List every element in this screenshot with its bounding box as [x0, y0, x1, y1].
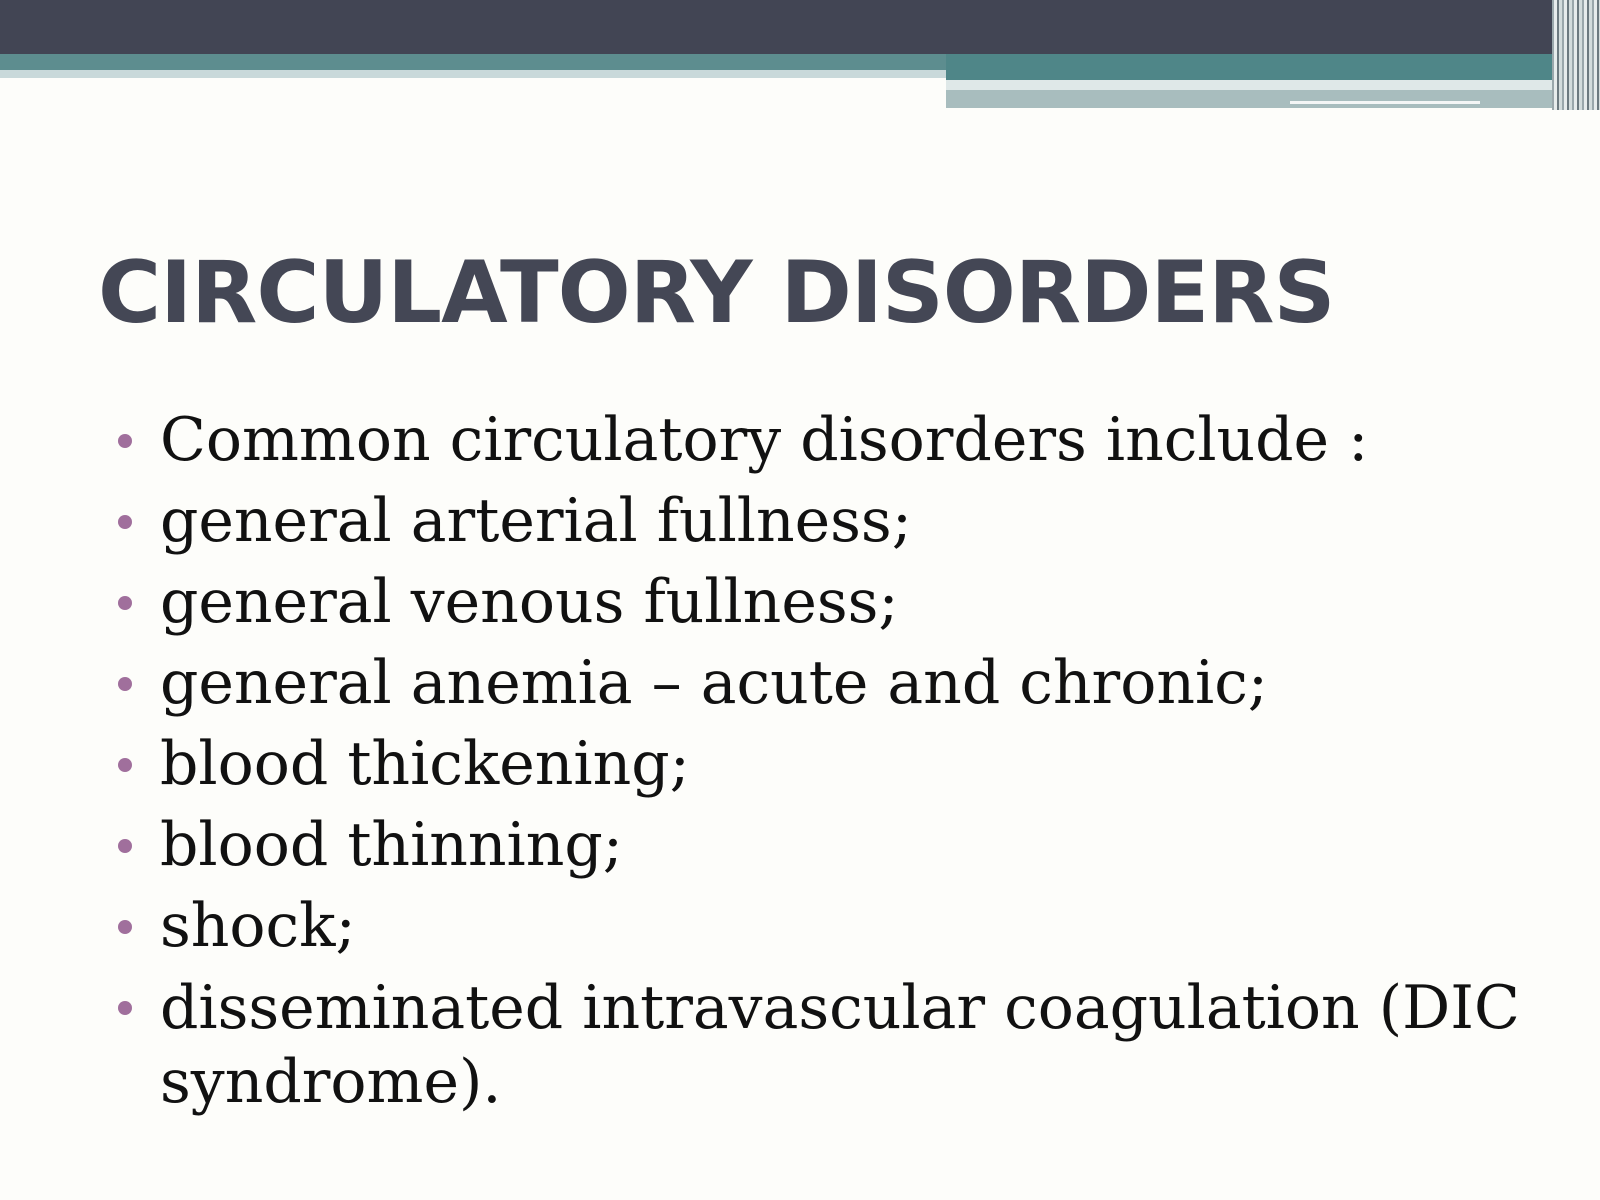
- bullet-dot-icon: [118, 677, 132, 691]
- header-band: [0, 0, 1600, 54]
- bullet-text: blood thickening;: [160, 729, 690, 799]
- bullet-dot-icon: [118, 515, 132, 529]
- bullet-item: [112, 724, 1552, 805]
- bullet-text: general venous fullness;: [160, 567, 899, 637]
- header-light-stripe: [946, 80, 1560, 90]
- bullet-item: [112, 481, 1552, 562]
- header-grey-stripe: [946, 90, 1560, 108]
- bullet-item: [112, 886, 1552, 967]
- bullet-dot-icon: [118, 434, 132, 448]
- bullet-dot-icon: [118, 596, 132, 610]
- bullet-item: [112, 805, 1552, 886]
- bullet-item: [112, 643, 1552, 724]
- bullet-text: disseminated intravascular coagulation (DIC syndrome).: [160, 973, 1520, 1117]
- bullet-text: general arterial fullness;: [160, 486, 912, 556]
- bullet-dot-icon: [118, 839, 132, 853]
- bullet-item: [112, 967, 1552, 1119]
- bullet-text: blood thinning;: [160, 810, 624, 880]
- bullet-item: [112, 400, 1552, 481]
- bullet-text: general anemia – acute and chronic;: [160, 648, 1269, 718]
- bullet-text: Common circulatory disorders include :: [160, 405, 1369, 475]
- header-accent-band-right: [946, 54, 1600, 80]
- bullet-text: shock;: [160, 891, 356, 961]
- slide-title: CIRCULATORY DISORDERS: [98, 243, 1335, 343]
- header-accent-shadow: [0, 70, 946, 78]
- header-accent-band: [0, 54, 946, 70]
- bullet-dot-icon: [118, 920, 132, 934]
- bullet-list: [112, 400, 1552, 1119]
- header-white-line: [1290, 101, 1480, 104]
- header-edge-lines: [1552, 0, 1600, 110]
- bullet-dot-icon: [118, 758, 132, 772]
- bullet-dot-icon: [118, 1001, 132, 1015]
- bullet-item: [112, 562, 1552, 643]
